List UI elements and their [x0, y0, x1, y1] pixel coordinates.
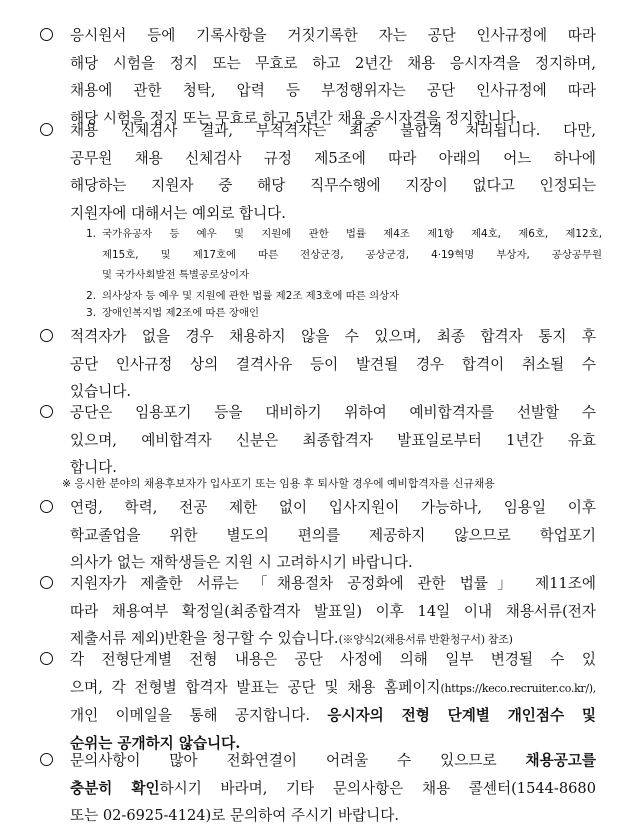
text-line: 의사가 없는 재학생들은 지원 시 고려하시기 바랍니다. [70, 554, 413, 571]
text-line: 있으며, 예비합격자 신분은 최종합격자 발표일로부터 1년간 유효 [70, 431, 596, 449]
text-main: 하시기 바라며, 기타 문의사항은 채용 콜센터(1544-8680 [159, 779, 596, 797]
notice-item-stage-changes [40, 646, 596, 757]
text-line: 합니다. [70, 459, 117, 476]
circle-bullet-icon [40, 652, 53, 665]
text-line: 공단은 임용포기 등을 대비하기 위하여 예비합격자를 선발할 수 [70, 404, 596, 421]
text-line: 따라 채용여부 확정일(최종합격자 발표일) 이후 14일 이내 채용서류(전자 [70, 602, 596, 620]
text-line: 국가유공자 등 예우 및 지원에 관한 법률 제4조 제1항 제4호, 제6호, 제12호, [102, 228, 602, 240]
circle-bullet-icon [40, 500, 53, 513]
text-main: 제출서류 제외)반환을 청구할 수 있습니다. [70, 630, 339, 647]
text-line: 지원자에 대해서는 예외로 합니다. [70, 204, 286, 222]
bold-text: 채용공고를 [525, 752, 596, 769]
bold-text: 충분히 확인 [70, 779, 160, 797]
text-line: 학교졸업을 위한 별도의 편의를 제공하지 않으므로 학업포기 [70, 526, 596, 544]
text-line: 공무원 채용 신체검사 규정 제5조에 따라 아래의 어느 하나에 [70, 149, 596, 167]
circle-bullet-icon [40, 753, 53, 766]
text-main: 문의사항이 많아 전화연결이 어려울 수 있으므로 [70, 752, 526, 769]
text-line: 지원자가 제출한 서류는 「채용절차 공정화에 관한 법률」 제11조에 [70, 575, 596, 592]
text-line: 연령, 학력, 전공 제한 없이 입사지원이 가능하나, 임용일 이후 [70, 499, 596, 516]
text-line [70, 775, 596, 803]
notice-item-document-return [40, 570, 596, 654]
notice-item-no-qualified [40, 323, 596, 406]
notice-item-physical-exam [40, 117, 596, 227]
text-line: 있습니다. [70, 383, 132, 400]
text-line: 해당하는 지원자 중 해당 직무수행에 지장이 없다고 인정되는 [70, 177, 596, 194]
list-number: 3. [86, 307, 96, 319]
text-line: 해당 시험을 정지 또는 무효로 하고 2년간 채용 응시자격을 정지하며, [70, 54, 596, 72]
text-line: 제15호, 및 제17호에 따른 전상군경, 공상군경, 4·19혁명 부상자, 공상공무원 [102, 248, 602, 261]
notice-item-false-entry [40, 22, 596, 132]
text-line [70, 747, 596, 775]
reserve-note: ※ 응시한 분야의 채용후보자가 입사포기 또는 임용 후 퇴사할 경우에 예비합격자를 신규채용 [62, 477, 495, 490]
text-line: 공단 인사규정 상의 결격사유 등이 발견될 경우 합격이 취소될 수 [70, 355, 596, 373]
text-line: 채용 신체검사 결과, 부적격자는 최종 불합격 처리됩니다. 다만, [70, 122, 596, 139]
text-line: 의사상자 등 예우 및 지원에 관한 법률 제2조 제3호에 따른 의상자 [102, 290, 400, 302]
circle-bullet-icon [40, 329, 53, 342]
homepage-url: (https://keco.recruiter.co.kr/), [440, 681, 596, 695]
bold-text: 응시자의 전형 단계별 개인점수 및 [327, 707, 596, 724]
list-number: 2. [86, 290, 96, 302]
text-main: 개인 이메일을 통해 공지합니다. [70, 707, 328, 724]
circle-bullet-icon [40, 576, 53, 589]
text-line: 각 전형단계별 전형 내용은 공단 사정에 의해 일부 변경될 수 있 [70, 651, 596, 668]
exception-list-item [82, 224, 602, 286]
text-line: 응시원서 등에 기록사항을 거짓기록한 자는 공단 인사규정에 따라 [70, 27, 596, 44]
text-line: 및 국가사회발전 특별공로상이자 [102, 269, 250, 281]
text-line: 해당 시험을 정지 또는 무효로 하고 5년간 채용 응시자격을 정지합니다. [70, 109, 521, 127]
notice-item-inquiries [40, 747, 596, 830]
circle-bullet-icon [40, 28, 53, 41]
text-line: 장애인복지법 제2조에 따른 장애인 [102, 307, 260, 319]
exception-list-item [82, 303, 602, 324]
text-line [70, 702, 596, 730]
text-line: 채용에 관한 청탁, 압력 등 부정행위자는 공단 인사규정에 따라 [70, 82, 596, 99]
bold-text: 순위는 공개하지 않습니다. [70, 734, 241, 752]
text-line: 적격자가 없을 경우 채용하지 않을 수 있으며, 최종 합격자 통지 후 [70, 328, 596, 345]
text-line: 또는 02-6925-4124)로 문의하여 주시기 바랍니다. [70, 807, 399, 824]
notice-item-reserve-candidates [40, 399, 596, 482]
circle-bullet-icon [40, 123, 53, 136]
text-main: 으며, 각 전형별 합격자 발표는 공단 및 채용 홈페이지 [70, 678, 441, 696]
notice-item-eligibility [40, 494, 596, 577]
form-reference: (※양식2(채용서류 반환청구서) 참조) [338, 633, 513, 646]
list-number: 1. [86, 228, 96, 240]
text-line [70, 674, 596, 703]
circle-bullet-icon [40, 405, 53, 418]
